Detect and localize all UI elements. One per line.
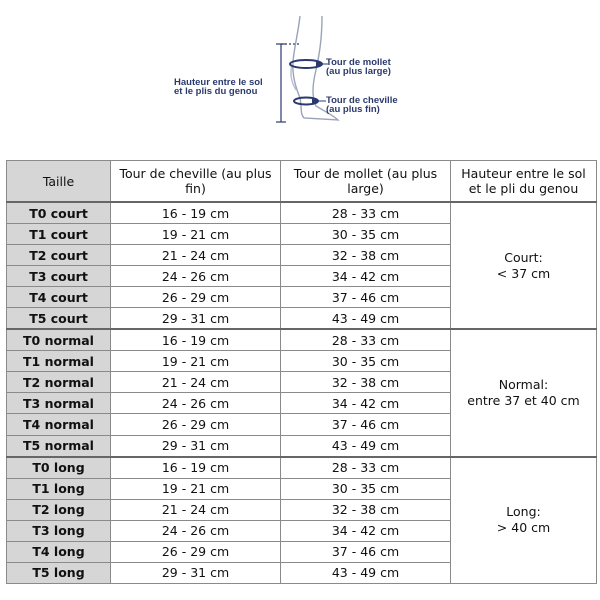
size-cell: T2 long [7,499,111,520]
calf-cell: 28 - 33 cm [281,457,451,479]
height-measure-icon [276,44,300,122]
table-row [7,202,597,224]
ankle-cell: 29 - 31 cm [111,562,281,583]
leg-icon [0,0,600,130]
leg-measurement-diagram [0,0,600,130]
height-label: Hauteur entre le sol et le plis du genou [174,77,263,97]
size-cell: T5 court [7,308,111,330]
ankle-circumference-icon [294,97,326,105]
size-cell: T3 court [7,266,111,287]
calf-cell: 43 - 49 cm [281,562,451,583]
size-cell: T4 normal [7,414,111,435]
size-cell: T1 normal [7,351,111,372]
size-cell: T4 court [7,287,111,308]
table-row [7,457,597,479]
header-height: Hauteur entre le sol et le pli du genou [451,161,597,203]
height-title: Long: [506,504,541,520]
calf-label: Tour de mollet (au plus large) [326,57,391,77]
size-cell: T5 normal [7,435,111,457]
size-cell: T1 court [7,224,111,245]
ankle-cell: 24 - 26 cm [111,266,281,287]
table-row [7,329,597,351]
table-header-row [7,161,597,203]
calf-cell: 34 - 42 cm [281,266,451,287]
ankle-cell: 19 - 21 cm [111,351,281,372]
height-cell-court [451,202,597,329]
header-ankle: Tour de cheville (au plus fin) [111,161,281,203]
calf-cell: 32 - 38 cm [281,499,451,520]
header-calf: Tour de mollet (au plus large) [281,161,451,203]
calf-circumference-icon [290,60,328,68]
height-value: entre 37 et 40 cm [467,392,580,408]
ankle-label: Tour de cheville (au plus fin) [326,95,398,115]
ankle-cell: 19 - 21 cm [111,224,281,245]
calf-cell: 30 - 35 cm [281,351,451,372]
ankle-cell: 16 - 19 cm [111,202,281,224]
ankle-cell: 19 - 21 cm [111,478,281,499]
calf-cell: 30 - 35 cm [281,478,451,499]
size-cell: T0 court [7,202,111,224]
calf-cell: 28 - 33 cm [281,329,451,351]
calf-cell: 28 - 33 cm [281,202,451,224]
calf-cell: 37 - 46 cm [281,541,451,562]
ankle-cell: 29 - 31 cm [111,435,281,457]
height-title: Court: [504,249,543,265]
ankle-cell: 16 - 19 cm [111,329,281,351]
calf-cell: 37 - 46 cm [281,287,451,308]
calf-cell: 43 - 49 cm [281,308,451,330]
calf-cell: 43 - 49 cm [281,435,451,457]
calf-cell: 32 - 38 cm [281,245,451,266]
height-cell-long [451,457,597,584]
size-cell: T3 long [7,520,111,541]
calf-cell: 34 - 42 cm [281,520,451,541]
height-cell-normal [451,329,597,456]
header-size: Taille [7,161,111,203]
size-cell: T0 normal [7,329,111,351]
ankle-cell: 29 - 31 cm [111,308,281,330]
size-cell: T4 long [7,541,111,562]
ankle-cell: 26 - 29 cm [111,414,281,435]
calf-cell: 32 - 38 cm [281,372,451,393]
ankle-cell: 16 - 19 cm [111,457,281,479]
size-cell: T0 long [7,457,111,479]
ankle-cell: 26 - 29 cm [111,541,281,562]
height-value: > 40 cm [496,520,551,536]
ankle-cell: 21 - 24 cm [111,499,281,520]
calf-cell: 34 - 42 cm [281,393,451,414]
size-cell: T5 long [7,562,111,583]
height-title: Normal: [498,376,549,392]
calf-cell: 37 - 46 cm [281,414,451,435]
height-value: < 37 cm [496,265,551,281]
ankle-cell: 21 - 24 cm [111,245,281,266]
size-cell: T3 normal [7,393,111,414]
ankle-cell: 21 - 24 cm [111,372,281,393]
ankle-cell: 24 - 26 cm [111,393,281,414]
size-chart-table [6,160,597,584]
size-cell: T1 long [7,478,111,499]
ankle-cell: 24 - 26 cm [111,520,281,541]
ankle-cell: 26 - 29 cm [111,287,281,308]
size-cell: T2 court [7,245,111,266]
calf-cell: 30 - 35 cm [281,224,451,245]
size-cell: T2 normal [7,372,111,393]
